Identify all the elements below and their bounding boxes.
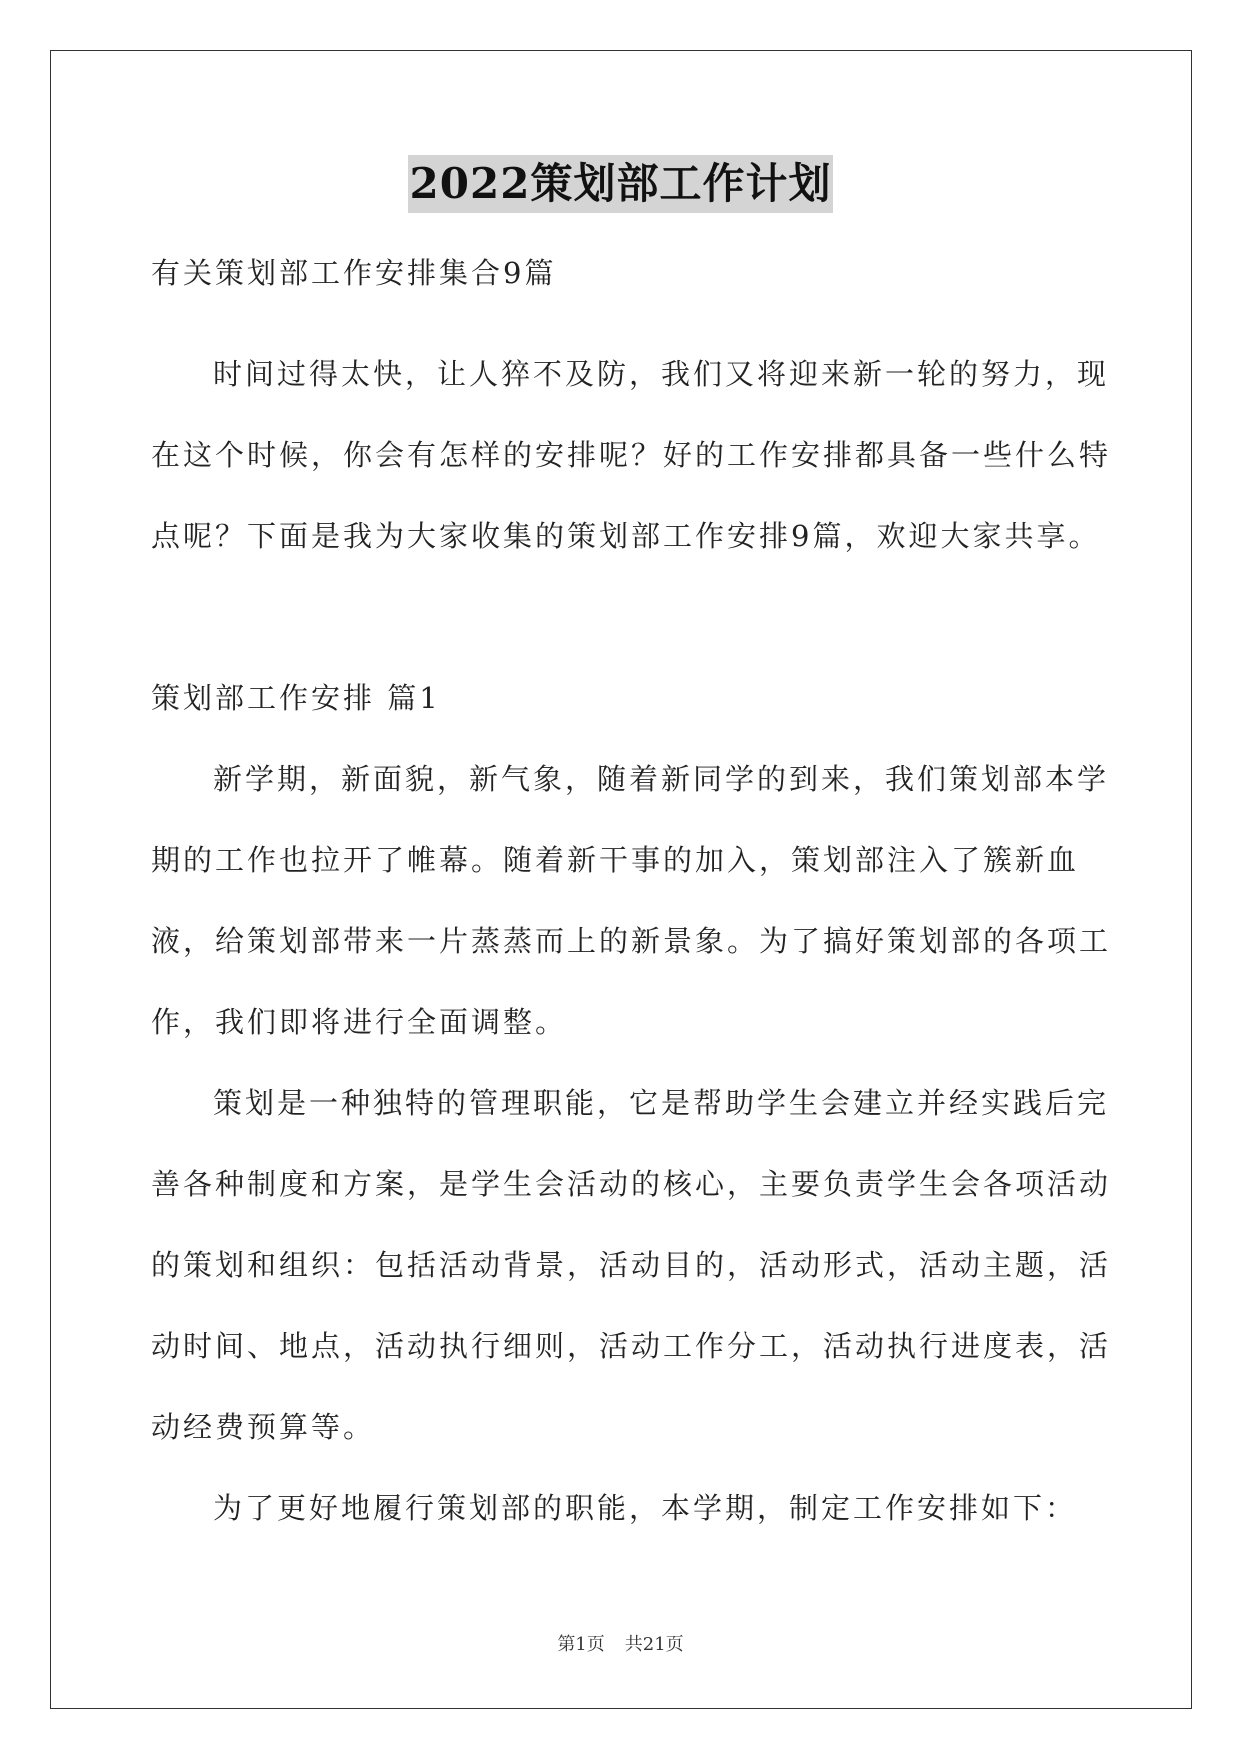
body-paragraph: 策划是一种独特的管理职能，它是帮助学生会建立并经实践后完善各种制度和方案，是学生会活动的核心，主要负责学生会各项活动的策划和组织：包括活动背景，活动目的，活动形式，活动主题，活动时间、地点，活动执行细则，活动工作分工，活动执行进度表，活动经费预算等。 <box>151 1086 1112 1444</box>
page-footer <box>0 1630 1241 1656</box>
title-container <box>0 155 1241 213</box>
page-total: 共21页 <box>624 1634 684 1655</box>
document-subtitle: 有关策划部工作安排集合9篇 <box>151 256 557 290</box>
spacer <box>151 577 1111 658</box>
section-heading: 策划部工作安排 篇1 <box>151 681 441 715</box>
document-title: 2022策划部工作计划 <box>408 155 834 213</box>
page-number: 第1页 <box>557 1634 605 1655</box>
intro-paragraph: 时间过得太快，让人猝不及防，我们又将迎来新一轮的努力，现在这个时候，你会有怎样的安排呢？好的工作安排都具备一些什么特点呢？下面是我为大家收集的策划部工作安排9篇，欢迎大家共享。 <box>151 357 1112 553</box>
document-body <box>151 233 1111 1549</box>
body-paragraph: 新学期，新面貌，新气象，随着新同学的到来，我们策划部本学期的工作也拉开了帷幕。随着新干事的加入，策划部注入了簇新血液，给策划部带来一片蒸蒸而上的新景象。为了搞好策划部的各项工作，我们即将进行全面调整。 <box>151 762 1112 1039</box>
body-paragraph: 为了更好地履行策划部的职能，本学期，制定工作安排如下： <box>213 1491 1078 1525</box>
